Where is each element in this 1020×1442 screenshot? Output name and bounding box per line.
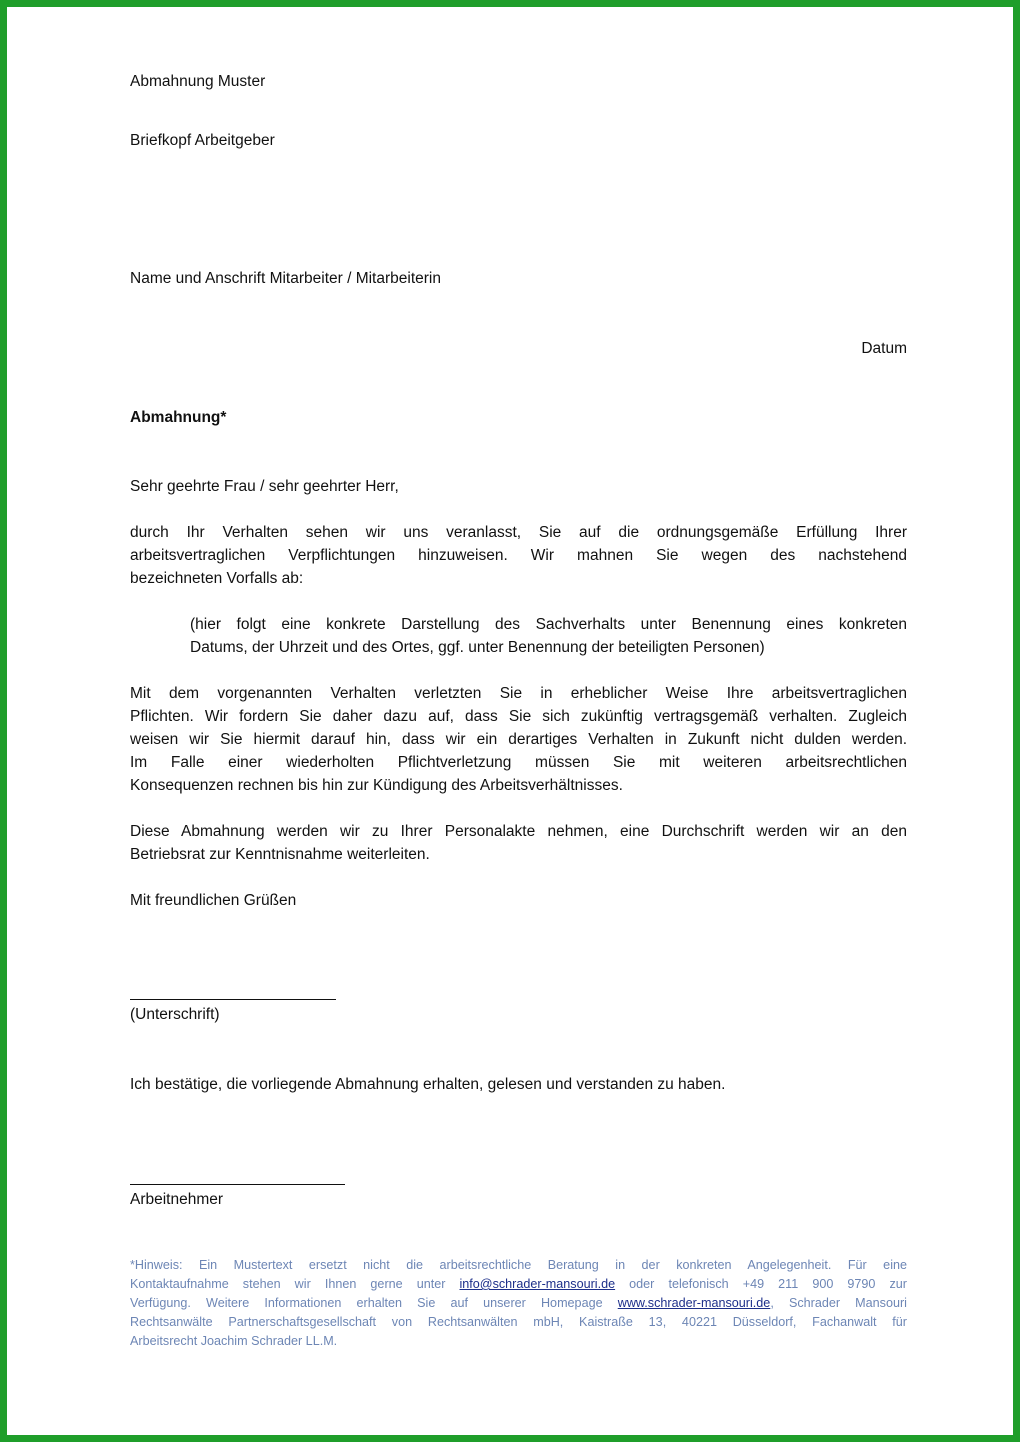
paragraph-2-line-5: Konsequenzen rechnen bis hin zur Kündigung des Arbeitsverhältnisses. [130,777,623,794]
date-placeholder: Datum [861,340,907,357]
paragraph-3-line-1: Diese Abmahnung werden wir zu Ihrer Personalakte nehmen, eine Durchschrift werden wir an den [130,823,907,840]
paragraph-2-line-3: weisen wir Sie hiermit darauf hin, dass wir ein derartiges Verhalten in Zukunft nicht dulden werden. [130,731,907,748]
footnote-line-2 [130,1275,907,1294]
placeholder-block-line-1: (hier folgt eine konkrete Darstellung des Sachverhalts unter Benennung eines konkreten [190,616,907,633]
footnote [130,1256,907,1351]
footnote-line-3 [130,1294,907,1313]
paragraph-3-line-2: Betriebsrat zur Kenntnisnahme weiterleiten. [130,846,430,863]
paragraph-2-line-4: Im Falle einer wiederholten Pflichtverletzung müssen Sie mit weiteren arbeitsrechtlichen [130,754,907,771]
paragraph-2-line-2: Pflichten. Wir fordern Sie daher dazu auf, dass Sie sich zukünftig vertragsgemäß verhalten. Zugleich [130,708,907,725]
footnote-text: Kontaktaufnahme stehen wir Ihnen gerne unter [130,1277,460,1291]
footnote-text: , Schrader Mansouri [770,1296,907,1310]
letterhead-placeholder: Briefkopf Arbeitgeber [130,132,275,149]
salutation: Sehr geehrte Frau / sehr geehrter Herr, [130,478,399,495]
paragraph-1-line-1: durch Ihr Verhalten sehen wir uns veranlasst, Sie auf die ordnungsgemäße Erfüllung Ihrer [130,524,907,541]
email-link[interactable]: info@schrader-mansouri.de [459,1277,616,1291]
footnote-text: Verfügung. Weitere Informationen erhalten Sie auf unserer Homepage [130,1296,618,1310]
paragraph-1-line-3: bezeichneten Vorfalls ab: [130,570,304,587]
footnote-line-4: Rechtsanwälte Partnerschaftsgesellschaft von Rechtsanwälten mbH, Kaistraße 13, 40221 Düsseldorf, Fachanwalt für [130,1315,907,1329]
employee-signature-line [130,1184,345,1185]
confirmation-text: Ich bestätige, die vorliegende Abmahnung erhalten, gelesen und verstanden zu haben. [130,1076,726,1093]
website-link[interactable]: www.schrader-mansouri.de [617,1296,771,1310]
subject-line: Abmahnung* [130,409,227,426]
paragraph-1-line-2: arbeitsvertraglichen Verpflichtungen hinzuweisen. Wir mahnen Sie wegen des nachstehend [130,547,907,564]
paragraph-2-line-1: Mit dem vorgenannten Verhalten verletzten Sie in erheblicher Weise Ihre arbeitsvertraglichen [130,685,907,702]
signature-label: (Unterschrift) [130,1006,220,1023]
footnote-line-1: *Hinweis: Ein Mustertext ersetzt nicht die arbeitsrechtliche Beratung in der konkreten Angelegenheit. Für eine [130,1258,907,1272]
closing: Mit freundlichen Grüßen [130,892,297,909]
placeholder-block-line-2: Datums, der Uhrzeit und des Ortes, ggf. unter Benennung der beteiligten Personen) [190,639,765,656]
footnote-text: oder telefonisch +49 211 900 9790 zur [615,1277,907,1291]
employee-label: Arbeitnehmer [130,1191,224,1208]
footnote-line-5: Arbeitsrecht Joachim Schrader LL.M. [130,1334,338,1348]
signature-line [130,999,336,1000]
template-title: Abmahnung Muster [130,73,266,90]
recipient-placeholder: Name und Anschrift Mitarbeiter / Mitarbeiterin [130,270,441,287]
